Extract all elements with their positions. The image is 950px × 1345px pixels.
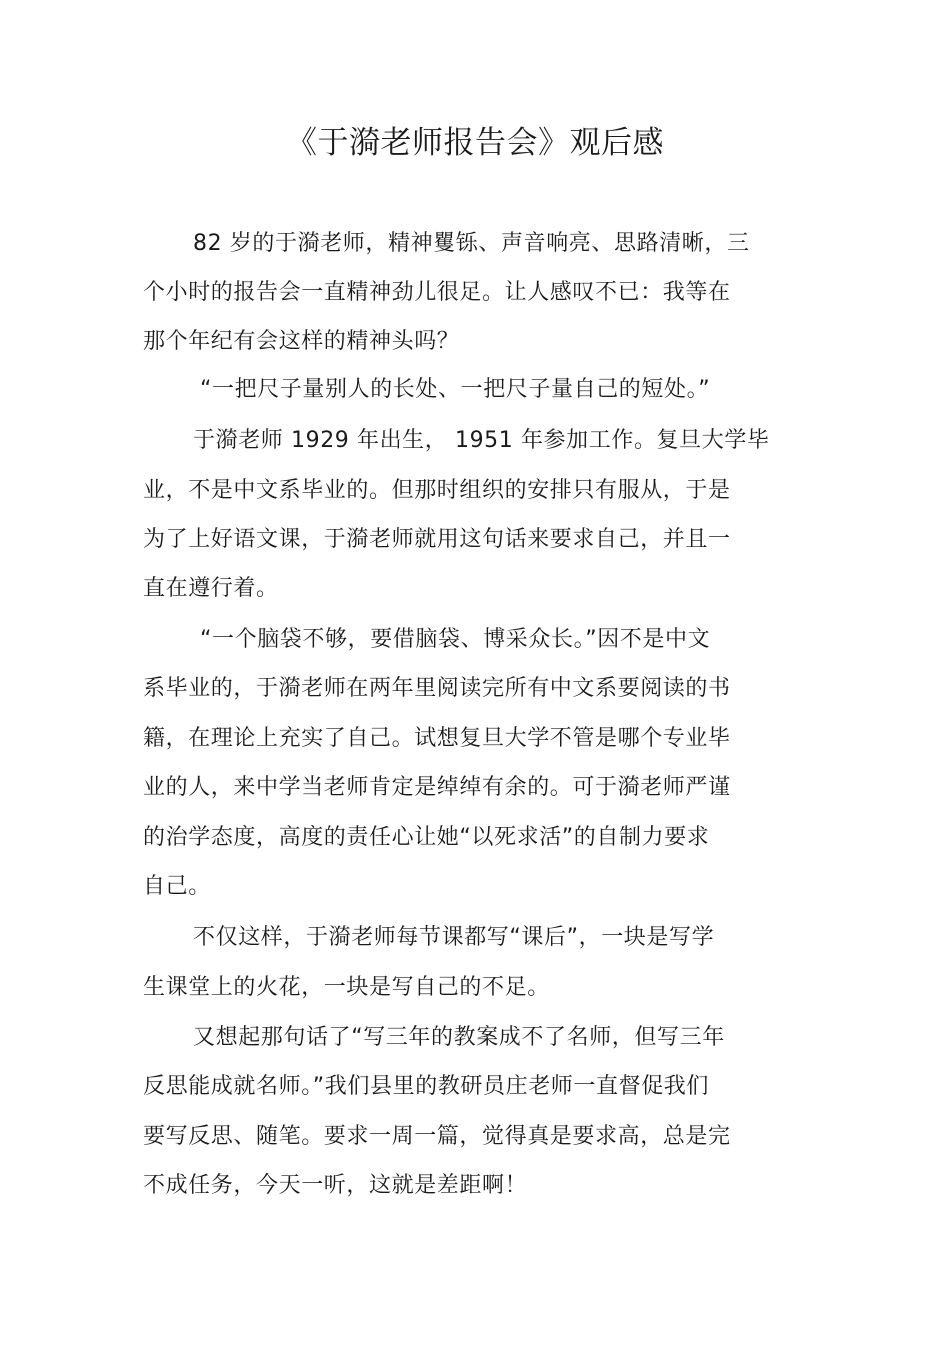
paragraph-line: 要写反思、随笔。要求一周一篇，觉得真是要求高，总是完 xyxy=(143,1124,731,1149)
paragraph-line: 个小时的报告会一直精神劲儿很足。让人感叹不已：我等在 xyxy=(143,280,731,305)
paragraph-line: 生课堂上的火花，一块是写自己的不足。 xyxy=(143,975,550,1000)
paragraph-line: “一个脑袋不够，要借脑袋、博采众长。”因不是中文 xyxy=(200,627,711,652)
paragraph-line: 业的人，来中学当老师肯定是绰绰有余的。可于漪老师严谨 xyxy=(143,775,731,800)
paragraph-line: 不仅这样，于漪老师每节课都写“课后”，一块是写学 xyxy=(193,925,715,950)
paragraph-line: 业，不是中文系毕业的。但那时组织的安排只有服从，于是 xyxy=(143,478,731,503)
page-title: 《于漪老师报告会》观后感 xyxy=(286,125,664,161)
paragraph-line: 82 岁的于漪老师，精神矍铄、声音响亮、思路清晰，三 xyxy=(193,231,750,256)
paragraph-line: 直在遵行着。 xyxy=(143,576,279,601)
paragraph-line: 自己。 xyxy=(143,874,211,899)
paragraph-line: 又想起那句话了“写三年的教案成不了名师，但写三年 xyxy=(193,1025,725,1050)
paragraph-line: 系毕业的，于漪老师在两年里阅读完所有中文系要阅读的书 xyxy=(143,676,731,701)
paragraph-line: 的治学态度，高度的责任心让她“以死求活”的自制力要求 xyxy=(143,825,710,850)
paragraph-line: 不成任务，今天一听，这就是差距啊！ xyxy=(143,1173,528,1198)
paragraph-line: 为了上好语文课，于漪老师就用这句话来要求自己，并且一 xyxy=(143,527,731,552)
paragraph-line: 于漪老师 1929 年出生， 1951 年参加工作。复旦大学毕 xyxy=(193,428,770,453)
paragraph-line: 籍，在理论上充实了自己。试想复旦大学不管是哪个专业毕 xyxy=(143,726,731,751)
paragraph-line: “一把尺子量别人的长处、一把尺子量自己的短处。” xyxy=(200,377,711,402)
paragraph-line: 那个年纪有会这样的精神头吗？ xyxy=(143,329,460,354)
paragraph-line: 反思能成就名师。”我们县里的教研员庄老师一直督促我们 xyxy=(143,1074,709,1099)
